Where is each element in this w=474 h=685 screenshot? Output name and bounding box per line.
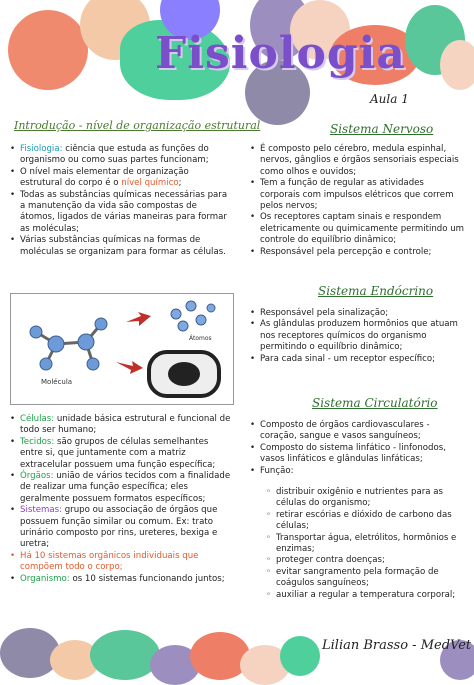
decor-blob [440, 40, 474, 90]
list-item: ◦ auxiliar a regular a temperatura corporal; [266, 590, 466, 601]
list-item: • Várias substâncias químicas na formas de moléculas se organizam para formar as células. [10, 235, 232, 258]
list-item: • Há 10 sistemas orgânicos individuais que compõem todo o corpo; [10, 551, 232, 574]
intro-list [10, 144, 232, 258]
section-heading-nervoso: Sistema Nervoso [330, 122, 434, 136]
list-item: • O nível mais elementar de organização estrutural do corpo é o nível químico; [10, 167, 232, 190]
list-item: • Órgãos: união de vários tecidos com a finalidade de realizar uma função específica; eles geralmente possuem formatos específicos; [10, 471, 232, 505]
molecule-illustration [10, 293, 234, 405]
list-item: • Composto de órgãos cardiovasculares - coração, sangue e vasos sanguíneos; [250, 420, 466, 443]
section-heading-intro: Introdução - nível de organização estrutural [14, 119, 261, 132]
list-item: • Para cada sinal - um receptor específico; [250, 354, 466, 365]
list-item: • Organismo: os 10 sistemas funcionando juntos; [10, 574, 232, 585]
page-title: Fisiologia [155, 28, 406, 79]
list-item: • Fisiologia: ciência que estuda as funções do organismo ou como suas partes funcionam; [10, 144, 232, 167]
list-item: • Responsável pela sinalização; [250, 308, 466, 319]
decor-blob [90, 630, 160, 680]
list-item: ◦ retirar escórias e dióxido de carbono das células; [266, 510, 466, 533]
author-signature: Lilian Brasso - MedVet [322, 638, 472, 653]
list-item: • Responsável pela percepção e controle; [250, 247, 466, 258]
list-item: • Todas as substâncias químicas necessárias para a manutenção da vida são compostas de átomos, ligados de várias maneiras para formar as moléculas; [10, 190, 232, 236]
circulatorio-list [250, 420, 466, 477]
atoms-label: Átomos [189, 335, 212, 342]
list-item: ◦ proteger contra doenças; [266, 555, 466, 566]
list-item: • Tem a função de regular as atividades corporais com impulsos elétricos que correm pelos nervos; [250, 178, 466, 212]
list-item: • Função: [250, 466, 466, 477]
decor-blob [280, 636, 320, 676]
lesson-label: Aula 1 [370, 92, 409, 106]
endocrino-list [250, 308, 466, 365]
nervoso-list [250, 144, 466, 258]
section-heading-endocrino: Sistema Endócrino [318, 284, 434, 298]
decor-blob [8, 10, 88, 90]
molecule-label: Molécula [41, 378, 73, 386]
list-item: ◦ evitar sangramento pela formação de coágulos sanguíneos; [266, 567, 466, 590]
section-heading-circulatorio: Sistema Circulatório [312, 396, 438, 410]
list-item: • As glândulas produzem hormônios que atuam nos receptores químicos do organismo permitindo o equilíbrio dinâmico; [250, 319, 466, 353]
list-item: • É composto pelo cérebro, medula espinhal, nervos, gânglios e órgãos sensoriais especiais como olhos e ouvidos; [250, 144, 466, 178]
molecule-diagram [11, 294, 233, 404]
list-item: • Os receptores captam sinais e respondem eletricamente ou quimicamente permitindo um controle do equilíbrio dinâmico; [250, 212, 466, 246]
list-item: • Sistemas: grupo ou associação de órgãos que possuem função similar ou comum. Ex: trato urinário composto por rins, ureteres, bexiga e uretra; [10, 505, 232, 551]
list-item: • Composto do sistema linfático - linfonodos, vasos linfáticos e glândulas linfáticas; [250, 443, 466, 466]
list-item: • Tecidos: são grupos de células semelhantes entre si, que juntamente com a matriz extracelular possuem uma função específica; [10, 437, 232, 471]
organization-levels-list [10, 414, 232, 585]
list-item: • Células: unidade básica estrutural e funcional de todo ser humano; [10, 414, 232, 437]
circulatorio-function-list [266, 487, 466, 601]
list-item: ◦ distribuir oxigênio e nutrientes para as células do organismo; [266, 487, 466, 510]
list-item: ◦ Transportar água, eletrólitos, hormônios e enzimas; [266, 533, 466, 556]
